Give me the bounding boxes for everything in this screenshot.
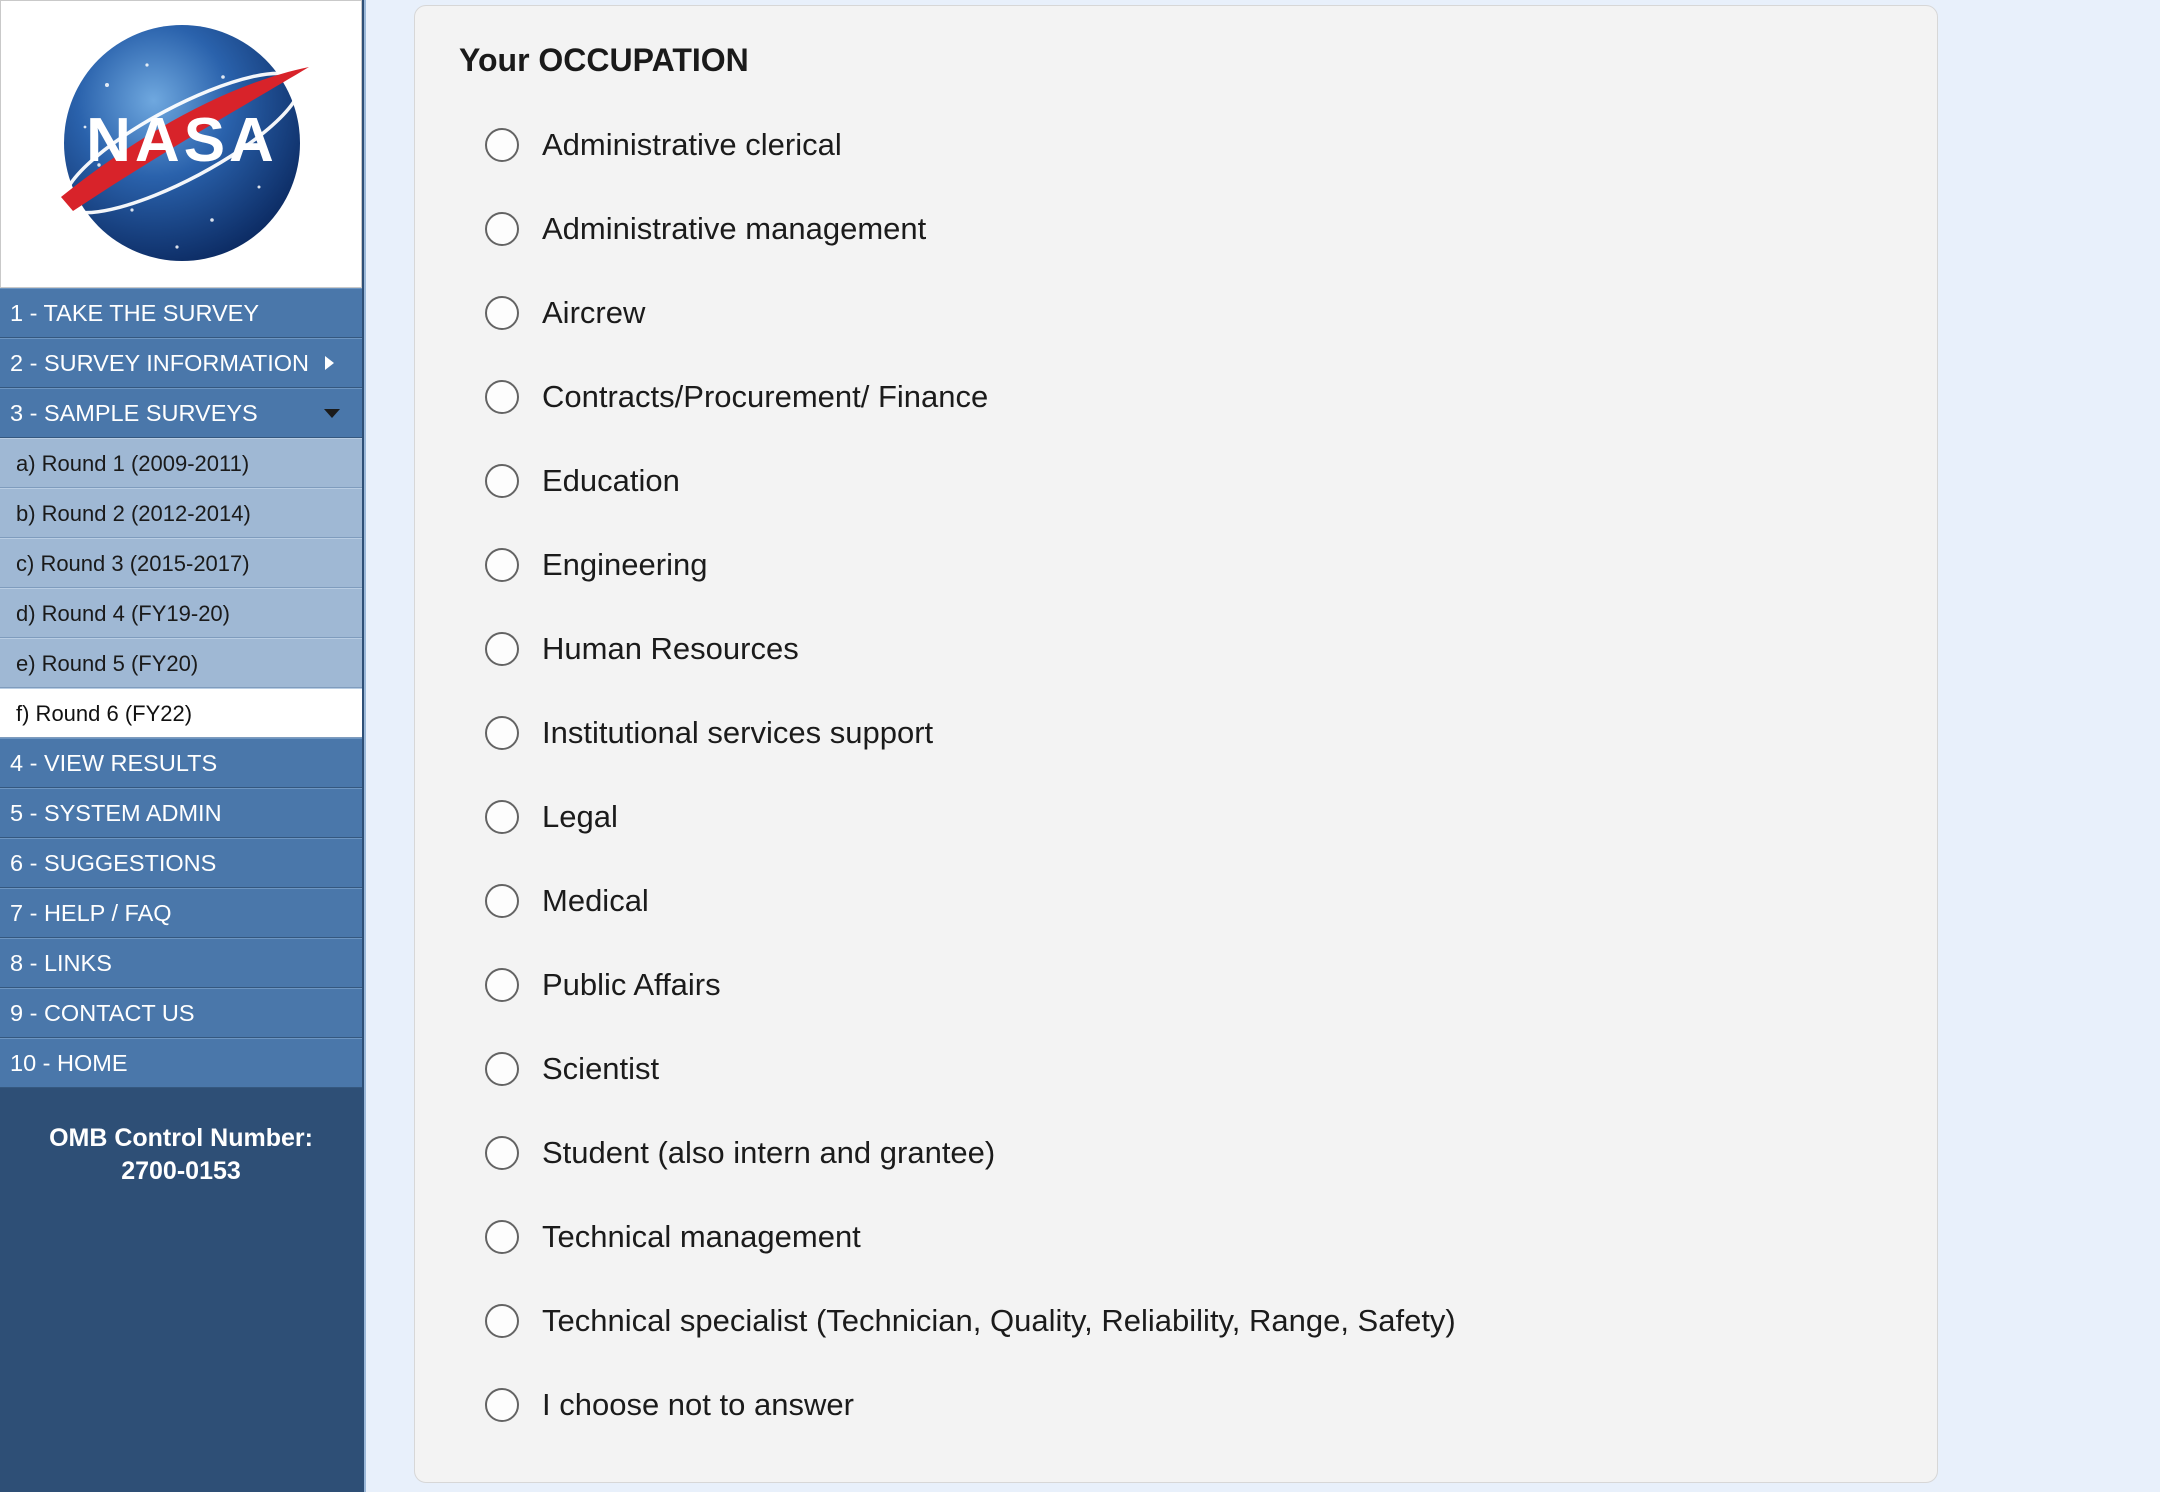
sidebar-item-contact-us[interactable] <box>0 988 362 1038</box>
sidebar-item-survey-information[interactable] <box>0 338 362 388</box>
occupation-radio-group <box>459 103 1937 1447</box>
option-public-affairs[interactable] <box>459 943 1937 1027</box>
sidebar-item-label: 4 - VIEW RESULTS <box>10 750 218 776</box>
option-label: Technical specialist (Technician, Quality, Reliability, Range, Safety) <box>542 1303 1456 1338</box>
option-label: Scientist <box>542 1051 660 1086</box>
option-label: Public Affairs <box>542 967 721 1002</box>
sidebar-subitem-label: f) Round 6 (FY22) <box>16 701 193 726</box>
option-medical[interactable] <box>459 859 1937 943</box>
option-administrative-clerical[interactable] <box>459 103 1937 187</box>
sidebar-item-suggestions[interactable] <box>0 838 362 888</box>
option-label: Medical <box>542 883 649 918</box>
option-institutional-services-support[interactable] <box>459 691 1937 775</box>
radio-button-icon[interactable] <box>485 296 519 330</box>
option-human-resources[interactable] <box>459 607 1937 691</box>
radio-button-icon[interactable] <box>485 632 519 666</box>
radio-button-icon[interactable] <box>485 380 519 414</box>
sidebar-nav-bottom <box>0 738 364 1088</box>
option-label: Contracts/Procurement/ Finance <box>542 379 989 414</box>
option-aircrew[interactable] <box>459 271 1937 355</box>
chevron-right-icon <box>325 356 334 370</box>
sidebar-subitem-label: b) Round 2 (2012-2014) <box>16 501 251 526</box>
radio-button-icon[interactable] <box>485 464 519 498</box>
radio-button-icon[interactable] <box>485 1052 519 1086</box>
option-label: Administrative clerical <box>542 127 842 162</box>
sidebar-item-label: 9 - CONTACT US <box>10 1000 195 1026</box>
option-label: Student (also intern and grantee) <box>542 1135 996 1170</box>
option-legal[interactable] <box>459 775 1937 859</box>
chevron-down-icon <box>324 409 340 418</box>
radio-button-icon[interactable] <box>485 1304 519 1338</box>
option-contracts-procurement-finance[interactable] <box>459 355 1937 439</box>
option-label: Education <box>542 463 680 498</box>
option-choose-not-to-answer[interactable] <box>459 1363 1937 1447</box>
sidebar-subitem-label: d) Round 4 (FY19-20) <box>16 601 230 626</box>
option-label: Human Resources <box>542 631 799 666</box>
sidebar-item-take-the-survey[interactable] <box>0 288 362 338</box>
sidebar-item-help-faq[interactable] <box>0 888 362 938</box>
radio-button-icon[interactable] <box>485 716 519 750</box>
option-label: Institutional services support <box>542 715 934 750</box>
sidebar-item-label: 8 - LINKS <box>10 950 112 976</box>
option-label: Technical management <box>542 1219 861 1254</box>
sidebar-subnav <box>0 438 364 738</box>
sidebar-item-links[interactable] <box>0 938 362 988</box>
omb-control-number <box>0 1122 362 1188</box>
sidebar <box>0 0 366 1492</box>
option-technical-management[interactable] <box>459 1195 1937 1279</box>
sidebar-item-label: 6 - SUGGESTIONS <box>10 850 217 876</box>
svg-text:NASA: NASA <box>86 106 278 175</box>
survey-panel <box>414 5 1938 1483</box>
option-label: Legal <box>542 799 618 834</box>
sidebar-item-home[interactable] <box>0 1038 362 1088</box>
omb-label: OMB Control Number: <box>49 1124 313 1152</box>
radio-button-icon[interactable] <box>485 1388 519 1422</box>
sidebar-item-view-results[interactable] <box>0 738 362 788</box>
nasa-logo-icon <box>37 15 327 275</box>
sidebar-subitem-round-1[interactable] <box>0 438 362 488</box>
radio-button-icon[interactable] <box>485 1220 519 1254</box>
sidebar-item-label: 2 - SURVEY INFORMATION <box>10 350 310 376</box>
sidebar-subitem-round-2[interactable] <box>0 488 362 538</box>
sidebar-subitem-round-5[interactable] <box>0 638 362 688</box>
radio-button-icon[interactable] <box>485 128 519 162</box>
sidebar-item-label: 10 - HOME <box>10 1050 128 1076</box>
option-label: Administrative management <box>542 211 927 246</box>
option-technical-specialist[interactable] <box>459 1279 1937 1363</box>
option-administrative-management[interactable] <box>459 187 1937 271</box>
page-title: Your OCCUPATION <box>459 42 749 78</box>
option-education[interactable] <box>459 439 1937 523</box>
radio-button-icon[interactable] <box>485 548 519 582</box>
nasa-logo-container <box>0 0 362 288</box>
sidebar-nav-top <box>0 288 364 438</box>
radio-button-icon[interactable] <box>485 800 519 834</box>
sidebar-item-label: 5 - SYSTEM ADMIN <box>10 800 222 826</box>
radio-button-icon[interactable] <box>485 1136 519 1170</box>
radio-button-icon[interactable] <box>485 884 519 918</box>
sidebar-subitem-label: c) Round 3 (2015-2017) <box>16 551 250 576</box>
radio-button-icon[interactable] <box>485 212 519 246</box>
option-student[interactable] <box>459 1111 1937 1195</box>
sidebar-subitem-round-6[interactable] <box>0 688 362 738</box>
option-scientist[interactable] <box>459 1027 1937 1111</box>
option-label: I choose not to answer <box>542 1387 854 1422</box>
sidebar-subitem-label: a) Round 1 (2009-2011) <box>16 451 250 476</box>
sidebar-item-label: 7 - HELP / FAQ <box>10 900 172 926</box>
radio-button-icon[interactable] <box>485 968 519 1002</box>
omb-value: 2700-0153 <box>121 1157 241 1185</box>
sidebar-item-sample-surveys[interactable] <box>0 388 362 438</box>
option-label: Engineering <box>542 547 708 582</box>
sidebar-item-label: 1 - TAKE THE SURVEY <box>10 300 260 326</box>
sidebar-subitem-label: e) Round 5 (FY20) <box>16 651 199 676</box>
sidebar-subitem-round-4[interactable] <box>0 588 362 638</box>
sidebar-item-label: 3 - SAMPLE SURVEYS <box>10 400 258 426</box>
option-label: Aircrew <box>542 295 646 330</box>
sidebar-subitem-round-3[interactable] <box>0 538 362 588</box>
sidebar-item-system-admin[interactable] <box>0 788 362 838</box>
option-engineering[interactable] <box>459 523 1937 607</box>
